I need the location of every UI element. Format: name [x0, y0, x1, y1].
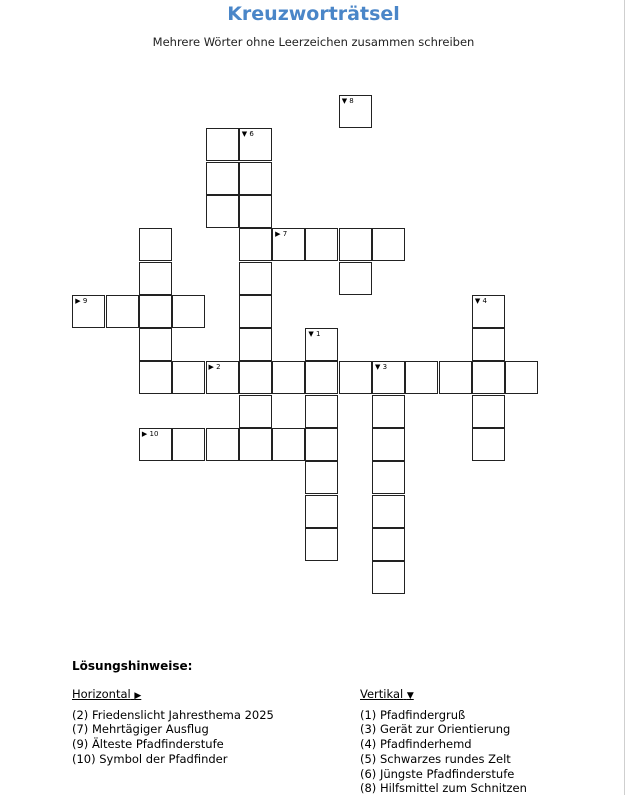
crossword-cell[interactable] — [372, 428, 405, 461]
crossword-cell[interactable] — [305, 228, 338, 261]
crossword-cell[interactable] — [372, 495, 405, 528]
crossword-cell[interactable] — [305, 528, 338, 561]
clue-item: (2) Friedenslicht Jahresthema 2025 — [72, 707, 274, 722]
clue-item: (7) Mehrtägiger Ausflug — [72, 722, 209, 737]
crossword-cell[interactable] — [206, 128, 239, 161]
horizontal-clues — [72, 687, 274, 767]
crossword-cell[interactable] — [239, 162, 272, 195]
crossword-cell[interactable] — [372, 528, 405, 561]
crossword-cell[interactable] — [272, 428, 305, 461]
crossword-cell[interactable] — [139, 295, 172, 328]
crossword-cell[interactable] — [305, 461, 338, 494]
crossword-cell[interactable] — [139, 228, 172, 261]
crossword-cell[interactable] — [472, 328, 505, 361]
horizontal-label: Horizontal — [72, 687, 131, 701]
right-arrow-icon: ▶ — [134, 691, 142, 701]
vertical-clues-header — [360, 687, 527, 704]
clue-item: (1) Pfadfindergruß — [360, 707, 466, 722]
crossword-cell[interactable] — [339, 361, 372, 394]
clue-item: (3) Gerät zur Orientierung — [360, 722, 511, 737]
clue-item: (10) Symbol der Pfadfinder — [72, 751, 228, 766]
page-title: Kreuzworträtsel — [227, 3, 400, 25]
crossword-cell[interactable] — [239, 128, 272, 161]
clue-number-label: ▶ 2 — [208, 363, 221, 372]
crossword-cell[interactable] — [139, 428, 172, 461]
clue-item: (5) Schwarzes rundes Zelt — [360, 751, 511, 766]
crossword-cell[interactable] — [139, 361, 172, 394]
clue-number-label: ▼ 6 — [241, 130, 254, 139]
clue-number-label: ▼ 8 — [341, 97, 354, 105]
clue-number-label: ▼ 3 — [375, 363, 388, 372]
clue-number-label: ▶ 9 — [75, 296, 88, 305]
page-subtitle: Mehrere Wörter ohne Leerzeichen zusammen schreiben — [152, 35, 475, 49]
horizontal-clues-header — [72, 687, 274, 704]
crossword-cell[interactable] — [505, 361, 538, 394]
crossword-cell[interactable] — [72, 295, 105, 328]
crossword-cell[interactable] — [339, 95, 372, 128]
crossword-cell[interactable] — [305, 328, 338, 361]
clue-item: (4) Pfadfinderhemd — [360, 737, 472, 752]
crossword-cell[interactable] — [239, 195, 272, 228]
crossword-cell[interactable] — [206, 428, 239, 461]
crossword-cell[interactable] — [305, 428, 338, 461]
clue-number-label: ▶ 10 — [141, 430, 159, 438]
clue-item: (6) Jüngste Pfadfinderstufe — [360, 766, 515, 781]
crossword-cell[interactable] — [405, 361, 438, 394]
crossword-cell[interactable] — [372, 228, 405, 261]
crossword-cell[interactable] — [139, 328, 172, 361]
crossword-cell[interactable] — [439, 361, 472, 394]
crossword-cell[interactable] — [206, 361, 239, 394]
clue-item: (8) Hilfsmittel zum Schnitzen — [360, 781, 527, 796]
crossword-cell[interactable] — [372, 361, 405, 394]
clue-item: (9) Älteste Pfadfinderstufe — [72, 737, 224, 752]
hints-heading: Lösungshinweise: — [72, 659, 193, 673]
crossword-cell[interactable] — [239, 361, 272, 394]
crossword-cell[interactable] — [239, 428, 272, 461]
crossword-cell[interactable] — [372, 561, 405, 594]
vertical-clues — [360, 687, 527, 796]
crossword-cell[interactable] — [339, 262, 372, 295]
crossword-cell[interactable] — [139, 262, 172, 295]
crossword-cell[interactable] — [272, 361, 305, 394]
crossword-cell[interactable] — [272, 228, 305, 261]
crossword-cell[interactable] — [472, 428, 505, 461]
crossword-cell[interactable] — [239, 328, 272, 361]
crossword-cell[interactable] — [239, 228, 272, 261]
crossword-cell[interactable] — [472, 395, 505, 428]
clue-number-label: ▶ 7 — [275, 230, 288, 239]
crossword-cell[interactable] — [305, 361, 338, 394]
vertical-label: Vertikal — [360, 687, 404, 701]
crossword-cell[interactable] — [339, 228, 372, 261]
crossword-cell[interactable] — [106, 295, 139, 328]
crossword-cell[interactable] — [172, 361, 205, 394]
crossword-cell[interactable] — [206, 195, 239, 228]
crossword-cell[interactable] — [172, 295, 205, 328]
crossword-cell[interactable] — [239, 262, 272, 295]
crossword-cell[interactable] — [472, 361, 505, 394]
crossword-cell[interactable] — [206, 162, 239, 195]
crossword-cell[interactable] — [372, 395, 405, 428]
crossword-cell[interactable] — [472, 295, 505, 328]
crossword-cell[interactable] — [172, 428, 205, 461]
down-arrow-icon: ▼ — [406, 691, 414, 701]
crossword-cell[interactable] — [239, 395, 272, 428]
clue-number-label: ▼ 4 — [474, 296, 487, 305]
crossword-cell[interactable] — [239, 295, 272, 328]
crossword-cell[interactable] — [305, 395, 338, 428]
clue-number-label: ▼ 1 — [308, 330, 321, 339]
crossword-cell[interactable] — [372, 461, 405, 494]
crossword-cell[interactable] — [305, 495, 338, 528]
